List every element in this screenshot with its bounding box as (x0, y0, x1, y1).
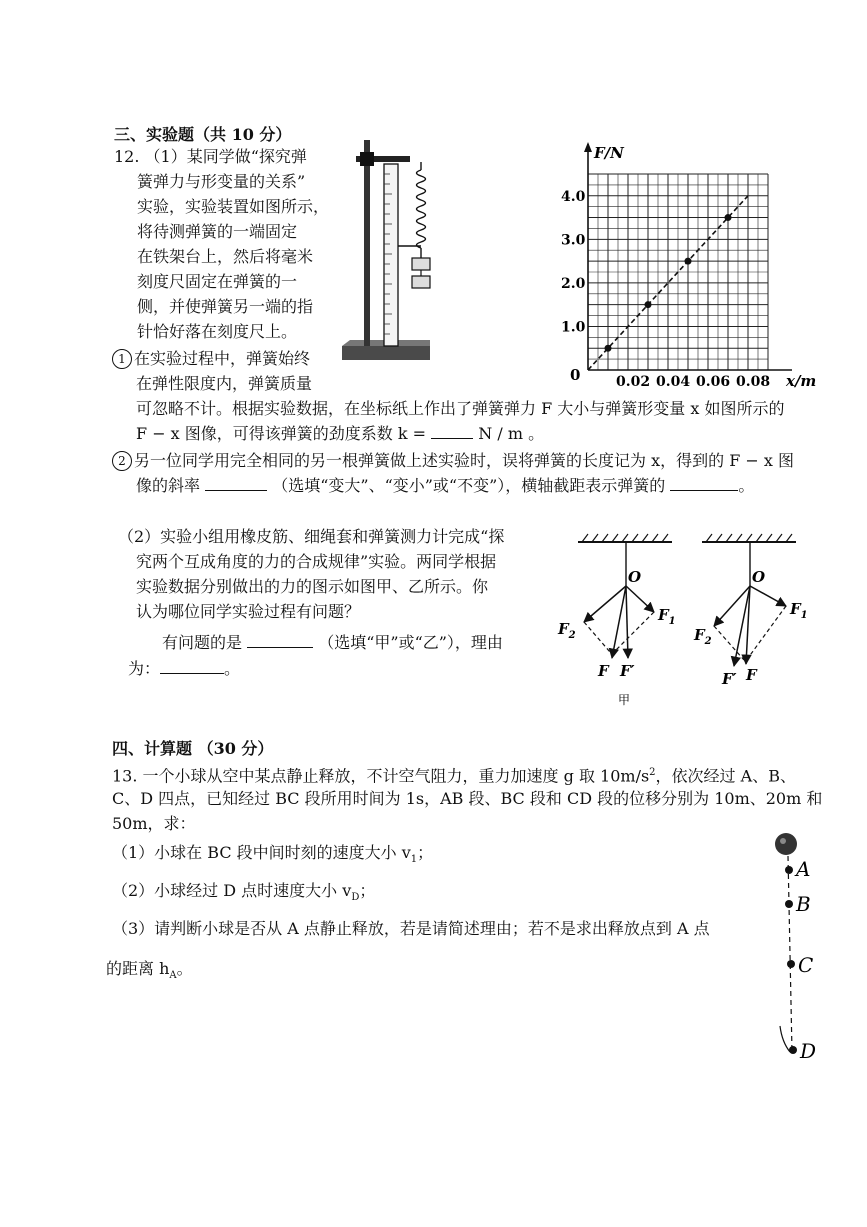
y-tick-label: 4.0 (561, 188, 586, 205)
q12-sub2-text: （选填“变大”、“变小”或“不变”），横轴截距表示弹簧的 (272, 476, 666, 495)
circled-number-1: 1 (112, 349, 132, 369)
q12-sub1-line4 (136, 421, 544, 446)
q12-part2-line: 认为哪位同学实验过程有问题？ (136, 602, 361, 621)
point-o-label: O (752, 568, 766, 586)
answer-blank-slope[interactable] (205, 474, 267, 491)
q13-sub2-text: （2）小球经过 D 点时速度大小 v (112, 881, 352, 900)
force-diagram-yi (693, 534, 808, 688)
f-x-chart (560, 138, 830, 390)
q13-text: 13. 一个小球从空中某点静止释放，不计空气阻力，重力加速度 g 取 10m/s (112, 766, 650, 786)
f-prime-label: F′ (722, 670, 737, 688)
clamp (360, 152, 374, 166)
q13-sub3-subscript: A (169, 970, 177, 982)
x-tick-label: 0.08 (736, 374, 771, 390)
q13-sub3-text: 的距离 h (106, 959, 170, 978)
answer-blank-k[interactable] (431, 422, 473, 439)
diagram-caption-jia: 甲 (618, 693, 631, 707)
f-label: F (598, 662, 609, 680)
f-prime-label: F′ (620, 662, 635, 680)
y-tick-label: 1.0 (561, 319, 586, 336)
chart-tick-labels (561, 189, 770, 390)
q12-part2 (118, 524, 504, 624)
f2-label: $F_2$ (558, 620, 576, 641)
point-d (789, 1046, 797, 1054)
q13-line1 (112, 760, 796, 788)
q13-line2: C、D 四点，已知经过 BC 段所用时间为 1s，AB 段、BC 段和 CD 段的位移分别为 10m、20m 和 (112, 789, 823, 808)
point-a (785, 866, 793, 874)
q12-part2-reason-text: 。 (224, 659, 241, 678)
q12-line: 在铁架台上，然后将毫米 (137, 247, 314, 266)
q12-part2-line: 实验数据分别做出的力的图示如图甲、乙所示。你 (136, 577, 489, 596)
hook-weight (412, 258, 430, 270)
q12-line: 簧弹力与形变量的关系” (137, 172, 306, 191)
q12-part2-reason-text: 为： (128, 659, 161, 678)
falling-ball-figure (760, 826, 830, 1066)
chart-origin-label: 0 (570, 366, 581, 384)
q12-part2-reason (128, 656, 240, 681)
q13-sub2-text: ； (359, 881, 376, 900)
point-c (787, 960, 795, 968)
q12-sub2-text: 像的斜率 (136, 476, 201, 495)
stand-base (342, 346, 430, 360)
q12-part2-answer (162, 630, 503, 655)
q12-part2-answer-text: 有问题的是 (162, 633, 243, 652)
q12-part2-answer-text: （选填“甲”或“乙”），理由 (318, 633, 503, 652)
q13-sub3-line1: （3）请判断小球是否从 A 点静止释放，若是请简述理由；若不是求出释放点到 A 点 (112, 919, 710, 938)
q12-sub2-line2 (136, 473, 754, 498)
data-point (685, 258, 692, 265)
q12-sub1-line4-text: F − x 图像，可得该弹簧的劲度系数 k = (136, 424, 427, 443)
x-tick-label: 0.04 (656, 374, 691, 390)
force-diagram-jia (557, 534, 676, 707)
q13-exponent: 2 (649, 767, 656, 778)
data-point (725, 214, 732, 221)
f1-label: $F_1$ (658, 606, 676, 627)
q13-sub1-text: ； (417, 843, 434, 862)
q12-sub2-text: 。 (738, 476, 755, 495)
y-tick-label: 3.0 (561, 232, 586, 249)
spring-apparatus-illustration (336, 134, 436, 374)
hook-weight (412, 276, 430, 288)
q13-sub2 (112, 878, 375, 910)
f2-label: $F_2$ (694, 626, 712, 647)
ceiling-hatch (582, 534, 668, 542)
point-a-label: A (796, 857, 811, 881)
q12-line: 12. （1）某同学做“探究弹 (114, 147, 307, 166)
q12-line: 针恰好落在刻度尺上。 (137, 322, 298, 341)
q12-sub2-line1 (112, 448, 794, 473)
q13-sub1-text: （1）小球在 BC 段中间时刻的速度大小 v (112, 843, 411, 862)
x-tick-label: 0.06 (696, 374, 731, 390)
q12-sub2-text: 另一位同学用完全相同的另一根弹簧做上述实验时，误将弹簧的长度记为 x，得到的 F − x 图 (134, 451, 794, 470)
q12-sub1-line: 在实验过程中，弹簧始终 (134, 349, 311, 368)
q12-line: 实验，实验装置如图所示， (137, 197, 330, 216)
data-point (605, 345, 612, 352)
circled-number-2: 2 (112, 451, 132, 471)
section-3-heading: 三、实验题（共 10 分） (114, 125, 292, 144)
ceiling-hatch (706, 534, 792, 542)
y-tick-label: 2.0 (561, 275, 586, 292)
section-4-heading: 四、计算题 （30 分） (112, 739, 274, 758)
point-b (785, 900, 793, 908)
q13-sub3-text: 。 (176, 959, 193, 978)
answer-blank-who[interactable] (247, 631, 313, 648)
q13-sub1-subscript: 1 (410, 854, 418, 866)
answer-blank-reason[interactable] (160, 657, 224, 674)
chart-x-label: x/m (786, 372, 817, 390)
point-b-label: B (796, 892, 811, 916)
q12-sub1-line3: 可忽略不计。根据实验数据，在坐标纸上作出了弹簧弹力 F 大小与弹簧形变量 x 如图所示的 (136, 399, 785, 418)
chart-y-label: F/N (594, 144, 624, 162)
fall-path (788, 856, 792, 1052)
f1-label: $F_1$ (790, 600, 808, 621)
spring (398, 162, 426, 258)
point-o-label: O (628, 568, 642, 586)
y-axis-arrow (584, 142, 592, 152)
answer-blank-intercept[interactable] (670, 474, 738, 491)
q12-sub1-line: 在弹性限度内，弹簧质量 (136, 374, 313, 393)
q13-sub2-subscript: D (351, 892, 360, 904)
q12-sub1 (112, 346, 312, 396)
q12-part2-line: 究两个互成角度的力的合成规律”实验。两同学根据 (136, 552, 497, 571)
q12-sub1-unit: N / m 。 (478, 424, 545, 443)
q12-line: 将待测弹簧的一端固定 (137, 222, 298, 241)
stand-rod (364, 140, 370, 346)
ruler (384, 164, 398, 346)
q12-line: 刻度尺固定在弹簧的一 (137, 272, 298, 291)
q13-text: ，依次经过 A、B、 (655, 766, 796, 786)
ball (775, 833, 797, 855)
point-d-label: D (800, 1039, 817, 1063)
point-c-label: C (798, 953, 814, 977)
q13-line3: 50m，求： (112, 814, 196, 833)
f-label: F (746, 666, 757, 684)
x-tick-label: 0.02 (616, 374, 651, 390)
force-diagrams (548, 530, 818, 712)
q12-part2-line: （2）实验小组用橡皮筋、细绳套和弹簧测力计完成“探 (118, 527, 505, 546)
q12-line: 侧，并使弹簧另一端的指 (137, 297, 314, 316)
data-point (645, 301, 652, 308)
q13-sub3-line2 (106, 956, 193, 988)
q13-sub1 (112, 840, 433, 872)
q12-intro (114, 144, 329, 344)
